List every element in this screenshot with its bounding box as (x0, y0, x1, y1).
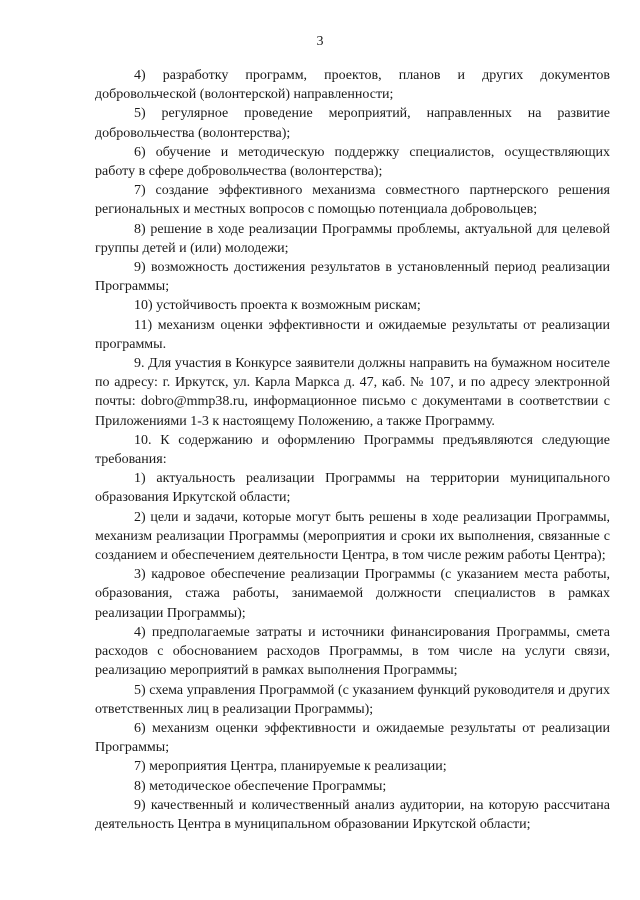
list-item: 4) предполагаемые затраты и источники финансирования Программы, смета расходов с обоснованием расходов Программы, в том числе на услуги связи, реализацию мероприятий в рамках выполнения Программы; (95, 624, 610, 679)
list-item: 8) решение в ходе реализации Программы проблемы, актуальной для целевой группы детей и (или) молодежи; (95, 221, 610, 256)
list-item: 11) механизм оценки эффективности и ожидаемые результаты от реализации программы. (95, 317, 610, 352)
list-item: 7) создание эффективного механизма совместного партнерского решения региональных и местных вопросов с помощью потенциала добровольцев; (95, 183, 610, 218)
list-item: 8) методическое обеспечение Программы; (134, 778, 387, 794)
list-item: 5) схема управления Программой (с указанием функций руководителя и других ответственных лиц в реализации Программы); (95, 682, 610, 717)
section-paragraph-10: 10. К содержанию и оформлению Программы предъявляются следующие требования: (95, 432, 610, 468)
page-number: 3 (316, 34, 324, 49)
list-item: 2) цели и задачи, которые могут быть решены в ходе реализации Программы, механизм реализации Программы (мероприятия и сроки их выполнения, связанные с созданием и обеспечением деятельности Центра, в том числе режим работы Центра); (95, 509, 610, 564)
list-item: 4) разработку программ, проектов, планов и других документов добровольческой (волонтерской) направленности; (95, 68, 610, 103)
list-item: 5) регулярное проведение мероприятий, направленных на развитие добровольчества (волонтерства); (95, 106, 610, 141)
list-item: 6) обучение и методическую поддержку специалистов, осуществляющих работу в сфере добровольчества (волонтерства); (95, 144, 610, 180)
section-paragraph-9: 9. Для участия в Конкурсе заявители должны направить на бумажном носителе по адресу: г. Иркутск, ул. Карла Маркса д. 47, каб. № 107, и по адресу электронной почты: dobro@mmp38.ru, информационное письмо с документами в соответствии с Приложениями 1-3 к настоящему Положению, а также Программу. (95, 356, 610, 429)
list-item: 1) актуальность реализации Программы на территории муниципального образования Иркутской области; (95, 471, 610, 506)
list-item: 3) кадровое обеспечение реализации Программы (с указанием места работы, образования, стажа работы, занимаемой должности специалистов в рамках реализации Программы); (95, 567, 610, 621)
list-item: 9) качественный и количественный анализ аудитории, на которую рассчитана деятельность Центра в муниципальном образовании Иркутской области; (95, 797, 610, 832)
list-item: 9) возможность достижения результатов в установленный период реализации Программы; (95, 260, 610, 295)
document-body (95, 66, 610, 834)
list-item: 6) механизм оценки эффективности и ожидаемые результаты от реализации Программы; (95, 720, 610, 756)
list-item: 7) мероприятия Центра, планируемые к реализации; (134, 759, 447, 775)
list-item: 10) устойчивость проекта к возможным рискам; (134, 298, 421, 314)
